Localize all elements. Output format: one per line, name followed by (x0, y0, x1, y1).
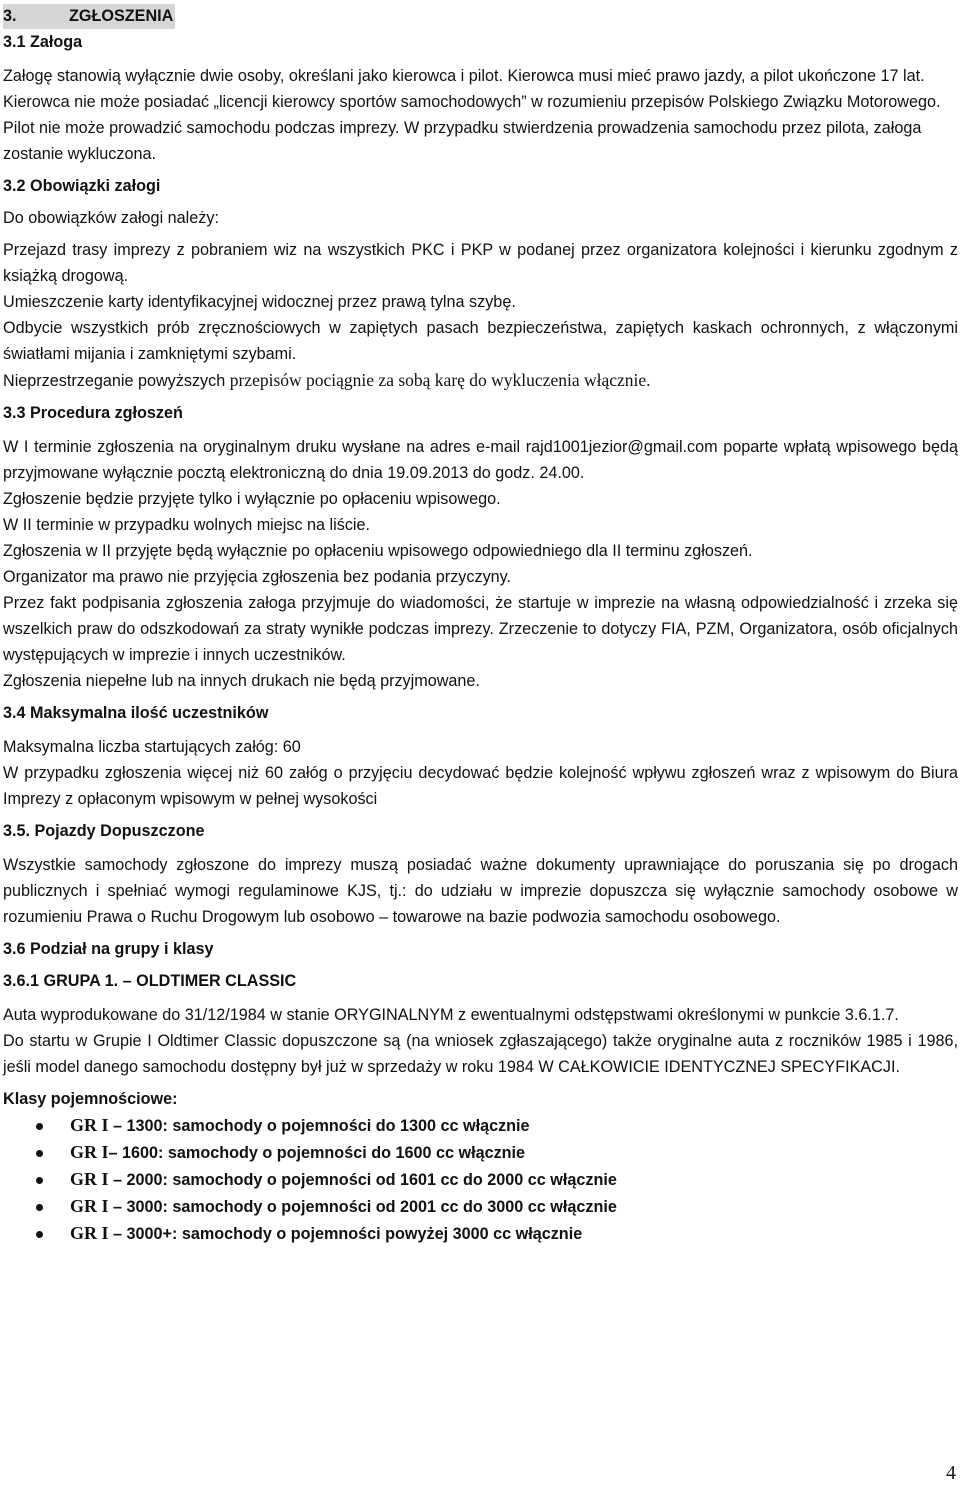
paragraph: Kierowca nie może posiadać „licencji kierowcy sportów samochodowych” w rozumieniu przepisów Polskiego Związku Motorowego. (3, 93, 941, 111)
classes-list (3, 1112, 958, 1247)
paragraph: Maksymalna liczba startujących załóg: 60 (3, 738, 301, 756)
paragraph: Załogę stanowią wyłącznie dwie osoby, określani jako kierowca i pilot. Kierowca musi mieć prawo jazdy, a pilot ukończone 17 lat. (3, 67, 925, 85)
list-item: GR I – 2000: samochody o pojemności od 1601 cc do 2000 cc włącznie (3, 1166, 958, 1193)
bullet-icon (36, 1231, 43, 1238)
paragraph: W przypadku zgłoszenia więcej niż 60 załóg o przyjęciu decydować będzie kolejność wpływu zgłoszeń wraz z wpisowym do Biura Imprezy z opłaconym wpisowym w pełnej wysokości (3, 764, 958, 808)
list-item: GR I – 1300: samochody o pojemności do 1300 cc włącznie (3, 1112, 958, 1139)
paragraph: Organizator ma prawo nie przyjęcia zgłoszenia bez podania przyczyny. (3, 568, 512, 586)
heading-3-6: 3.6 Podział na grupy i klasy (3, 940, 214, 958)
paragraph: Auta wyprodukowane do 31/12/1984 w stanie ORYGINALNYM z ewentualnymi odstępstwami określonymi w punkcie 3.6.1.7. (3, 1006, 899, 1024)
heading-3-1: 3.1 Załoga (3, 33, 83, 51)
heading-3-4: 3.4 Maksymalna ilość uczestników (3, 704, 269, 722)
list-item: GR I – 3000: samochody o pojemności od 2001 cc do 3000 cc włącznie (3, 1193, 958, 1220)
paragraph: Przez fakt podpisania zgłoszenia załoga przyjmuje do wiadomości, że startuje w imprezie na własną odpowiedzialność i zrzeka się wszelkich praw do odszkodowań za straty wynikłe podczas imprezy. Zrzeczenie to dotyczy FIA, PZM, Organizatora, osób oficjalnych występujących w imprezie i innych uczestników. (3, 594, 958, 664)
heading-3-6-1: 3.6.1 GRUPA 1. – OLDTIMER CLASSIC (3, 972, 297, 990)
bullet-icon (36, 1150, 43, 1157)
paragraph: W II terminie w przypadku wolnych miejsc na liście. (3, 516, 371, 534)
list-item: GR I – 3000+: samochody o pojemności powyżej 3000 cc włącznie (3, 1220, 958, 1247)
paragraph: Przejazd trasy imprezy z pobraniem wiz na wszystkich PKC i PKP w podanej przez organizatora kolejności i kierunku zgodnym z książką drogową. (3, 241, 958, 285)
paragraph: Zgłoszenia niepełne lub na innych drukach nie będą przyjmowane. (3, 672, 480, 690)
section-number: 3. (3, 7, 17, 25)
heading-3-2: 3.2 Obowiązki załogi (3, 177, 161, 195)
paragraph: Umieszczenie karty identyfikacyjnej widocznej przez prawą tylna szybę. (3, 293, 516, 311)
bullet-icon (36, 1177, 43, 1184)
list-item: GR I– 1600: samochody o pojemności do 1600 cc włącznie (3, 1139, 958, 1166)
paragraph: Zgłoszenie będzie przyjęte tylko i wyłącznie po opłaceniu wpisowego. (3, 490, 501, 508)
paragraph: Pilot nie może prowadzić samochodu podczas imprezy. W przypadku stwierdzenia prowadzenia samochodu przez pilota, załoga zostanie wykluczona. (3, 119, 922, 163)
heading-3-3: 3.3 Procedura zgłoszeń (3, 404, 183, 422)
bullet-icon (36, 1204, 43, 1211)
paragraph: Zgłoszenia w II przyjęte będą wyłącznie po opłaceniu wpisowego odpowiedniego dla II terminu zgłoszeń. (3, 542, 753, 560)
bullet-icon (36, 1123, 43, 1130)
paragraph: Wszystkie samochody zgłoszone do imprezy muszą posiadać ważne dokumenty uprawniające do poruszania się po drogach publicznych i spełniać wymogi regulaminowe KJS, tj.: do udziału w imprezie dopuszcza się wyłącznie samochody osobowe w rozumieniu Prawa o Ruchu Drogowym lub osobowo – towarowe na bazie podwozia samochodu osobowego. (3, 856, 958, 926)
paragraph: Do obowiązków załogi należy: (3, 209, 219, 227)
paragraph: Odbycie wszystkich prób zręcznościowych w zapiętych pasach bezpieczeństwa, zapiętych kaskach ochronnych, z włączonymi światłami mijania i zamkniętymi szybami. (3, 319, 958, 363)
section-title: ZGŁOSZENIA (69, 7, 174, 25)
document-content (3, 3, 958, 1247)
classes-label: Klasy pojemnościowe: (3, 1090, 178, 1108)
heading-3-5: 3.5. Pojazdy Dopuszczone (3, 822, 205, 840)
paragraph: Nieprzestrzeganie powyższych przepisów pociągnie za sobą karę do wykluczenia włącznie. (3, 370, 651, 390)
section-heading (3, 4, 175, 29)
page-number: 4 (946, 1462, 956, 1484)
paragraph: Do startu w Grupie I Oldtimer Classic dopuszczone są (na wniosek zgłaszającego) także oryginalne auta z roczników 1985 i 1986, jeśli model danego samochodu dostępny był już w sprzedaży w roku 1984 W CAŁKOWICIE IDENTYCZNEJ SPECYFIKACJI. (3, 1032, 958, 1076)
paragraph: W I terminie zgłoszenia na oryginalnym druku wysłane na adres e-mail rajd1001jezior@gmail.com poparte wpłatą wpisowego będą przyjmowane wyłącznie pocztą elektroniczną do dnia 19.09.2013 do godz. 24.00. (3, 438, 958, 482)
